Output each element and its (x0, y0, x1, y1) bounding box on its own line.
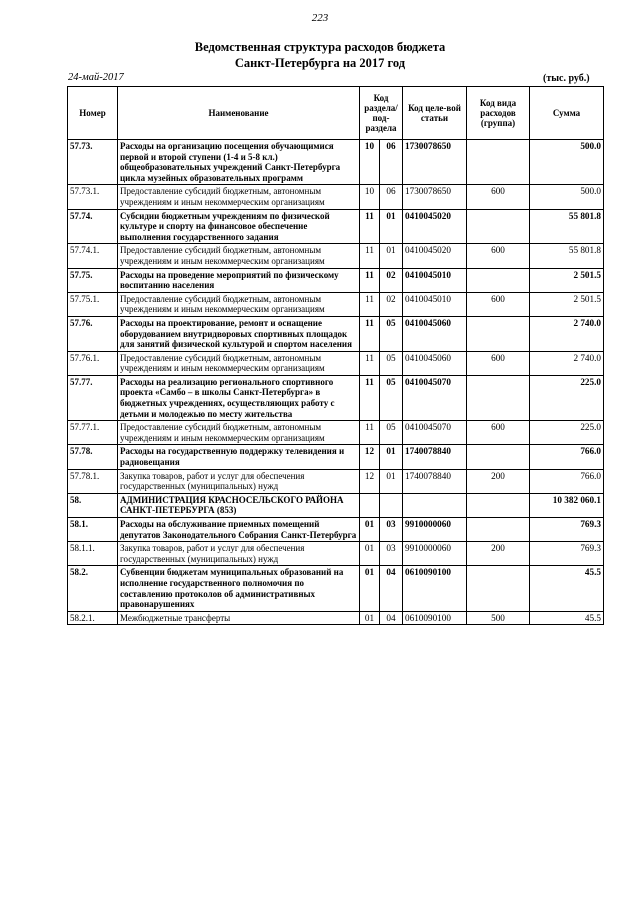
row-subsection: 05 (380, 316, 403, 351)
table-row (68, 493, 604, 517)
row-subsection: 02 (380, 268, 403, 292)
page-number: 223 (311, 12, 329, 24)
row-number: 57.73. (68, 140, 118, 185)
row-name: Расходы на государственную поддержку телевидения и радиовещания (118, 445, 360, 469)
row-subsection: 06 (380, 140, 403, 185)
row-expense-kind (467, 316, 530, 351)
row-sum: 766.0 (530, 445, 604, 469)
row-name: Расходы на реализацию регионального спортивного проекта «Самбо – в школы Санкт-Петербурга» в бюджетных учреждениях, осуществляющих работу с детьми и молодежью по месту жительства (118, 375, 360, 420)
row-number: 57.74.1. (68, 244, 118, 268)
row-target-code: 1730078650 (403, 140, 467, 185)
row-number: 57.76. (68, 316, 118, 351)
row-name: Межбюджетные трансферты (118, 611, 360, 625)
table-row (68, 292, 604, 316)
row-subsection: 03 (380, 542, 403, 566)
row-expense-kind (467, 209, 530, 244)
row-expense-kind (467, 518, 530, 542)
row-name: Расходы на проектирование, ремонт и оснащение оборудованием внутридворовых спортивных площадок для занятий физической культурой и спортом населения (118, 316, 360, 351)
row-expense-kind: 600 (467, 421, 530, 445)
row-section: 11 (360, 209, 380, 244)
header-name: Наименование (118, 87, 360, 140)
row-name: Расходы на проведение мероприятий по физическому воспитанию населения (118, 268, 360, 292)
row-section: 11 (360, 244, 380, 268)
row-number: 57.76.1. (68, 351, 118, 375)
row-section: 11 (360, 421, 380, 445)
row-subsection: 04 (380, 611, 403, 625)
table-row (68, 469, 604, 493)
row-sum: 2 740.0 (530, 351, 604, 375)
row-number: 57.73.1. (68, 185, 118, 209)
row-section: 12 (360, 469, 380, 493)
row-expense-kind (467, 140, 530, 185)
row-sum: 769.3 (530, 542, 604, 566)
table-header-row (68, 87, 604, 140)
row-section: 01 (360, 566, 380, 611)
header-number: Номер (68, 87, 118, 140)
row-expense-kind: 600 (467, 351, 530, 375)
row-sum: 769.3 (530, 518, 604, 542)
row-subsection: 04 (380, 566, 403, 611)
row-sum: 2 740.0 (530, 316, 604, 351)
row-target-code: 0410045010 (403, 292, 467, 316)
row-name: АДМИНИСТРАЦИЯ КРАСНОСЕЛЬСКОГО РАЙОНА САНКТ-ПЕТЕРБУРГА (853) (118, 493, 360, 517)
row-number: 58.2.1. (68, 611, 118, 625)
table-row (68, 244, 604, 268)
header-expense-kind: Код вида расходов (группа) (467, 87, 530, 140)
row-sum: 766.0 (530, 469, 604, 493)
row-target-code: 1730078650 (403, 185, 467, 209)
document-date: 24-май-2017 (68, 72, 124, 83)
row-expense-kind: 200 (467, 469, 530, 493)
row-target-code: 0410045020 (403, 244, 467, 268)
row-name: Расходы на обслуживание приемных помещений депутатов Законодательного Собрания Санкт-Петербурга (118, 518, 360, 542)
row-section: 11 (360, 268, 380, 292)
row-target-code: 0410045060 (403, 351, 467, 375)
row-section: 01 (360, 542, 380, 566)
row-sum: 2 501.5 (530, 268, 604, 292)
row-target-code: 0410045020 (403, 209, 467, 244)
row-target-code: 0610090100 (403, 566, 467, 611)
row-subsection: 06 (380, 185, 403, 209)
table-row (68, 611, 604, 625)
table-row (68, 185, 604, 209)
row-target-code: 0610090100 (403, 611, 467, 625)
row-number: 58.1.1. (68, 542, 118, 566)
table-body (68, 140, 604, 625)
row-section: 11 (360, 375, 380, 420)
row-expense-kind (467, 375, 530, 420)
table-row (68, 268, 604, 292)
row-subsection: 02 (380, 292, 403, 316)
row-target-code: 1740078840 (403, 469, 467, 493)
row-expense-kind: 600 (467, 185, 530, 209)
budget-table (67, 86, 604, 625)
row-name: Предоставление субсидий бюджетным, автономным учреждениям и иным некоммерческим организациям (118, 292, 360, 316)
row-expense-kind (467, 493, 530, 517)
row-target-code (403, 493, 467, 517)
table-row (68, 518, 604, 542)
row-name: Предоставление субсидий бюджетным, автономным учреждениям и иным некоммерческим организациям (118, 185, 360, 209)
row-target-code: 9910000060 (403, 518, 467, 542)
table-row (68, 542, 604, 566)
row-target-code: 0410045070 (403, 375, 467, 420)
row-name: Субвенции бюджетам муниципальных образований на исполнение государственного полномочия по составлению протоколов об административных правонарушениях (118, 566, 360, 611)
table-row (68, 209, 604, 244)
row-expense-kind: 600 (467, 244, 530, 268)
row-sum: 55 801.8 (530, 209, 604, 244)
row-name: Предоставление субсидий бюджетным, автономным учреждениям и иным некоммерческим организациям (118, 421, 360, 445)
row-name: Предоставление субсидий бюджетным, автономным учреждениям и иным некоммерческим организациям (118, 244, 360, 268)
row-section (360, 493, 380, 517)
row-target-code: 0410045010 (403, 268, 467, 292)
row-number: 57.77. (68, 375, 118, 420)
header-sum: Сумма (530, 87, 604, 140)
row-section: 10 (360, 185, 380, 209)
table-row (68, 421, 604, 445)
row-subsection: 03 (380, 518, 403, 542)
row-section: 01 (360, 611, 380, 625)
row-number: 57.75. (68, 268, 118, 292)
row-name: Закупка товаров, работ и услуг для обеспечения государственных (муниципальных) нужд (118, 542, 360, 566)
row-subsection: 05 (380, 351, 403, 375)
table-row (68, 316, 604, 351)
row-sum: 225.0 (530, 375, 604, 420)
row-subsection: 01 (380, 469, 403, 493)
header-target-code: Код целе-вой статьи (403, 87, 467, 140)
row-sum: 500.0 (530, 185, 604, 209)
table-row (68, 375, 604, 420)
row-name: Расходы на организацию посещения обучающимися первой и второй ступени (1-4 и 5-8 кл.) общеобразовательных учреждений Санкт-Петербурга цикла музейных образовательных программ (118, 140, 360, 185)
row-number: 57.75.1. (68, 292, 118, 316)
units-label: (тыс. руб.) (543, 73, 590, 84)
document-title: Ведомственная структура расходов бюджета (194, 40, 446, 54)
row-sum: 500.0 (530, 140, 604, 185)
row-expense-kind (467, 445, 530, 469)
row-sum: 2 501.5 (530, 292, 604, 316)
row-subsection (380, 493, 403, 517)
row-section: 11 (360, 316, 380, 351)
document-subtitle: Санкт-Петербурга на 2017 год (234, 56, 406, 70)
row-section: 11 (360, 292, 380, 316)
row-name: Субсидии бюджетным учреждениям по физической культуре и спорту на финансовое обеспечение выполнения государственного задания (118, 209, 360, 244)
row-expense-kind: 500 (467, 611, 530, 625)
row-number: 58.2. (68, 566, 118, 611)
row-section: 12 (360, 445, 380, 469)
header-section-code: Код раздела/ под-раздела (360, 87, 403, 140)
row-section: 01 (360, 518, 380, 542)
table-row (68, 445, 604, 469)
row-name: Закупка товаров, работ и услуг для обеспечения государственных (муниципальных) нужд (118, 469, 360, 493)
row-target-code: 0410045060 (403, 316, 467, 351)
row-number: 57.78. (68, 445, 118, 469)
row-subsection: 01 (380, 445, 403, 469)
row-expense-kind: 200 (467, 542, 530, 566)
row-subsection: 05 (380, 375, 403, 420)
table-row (68, 351, 604, 375)
row-sum: 225.0 (530, 421, 604, 445)
row-subsection: 01 (380, 244, 403, 268)
row-section: 11 (360, 351, 380, 375)
row-sum: 55 801.8 (530, 244, 604, 268)
row-subsection: 01 (380, 209, 403, 244)
table-row (68, 140, 604, 185)
row-sum: 45.5 (530, 611, 604, 625)
row-section: 10 (360, 140, 380, 185)
row-target-code: 1740078840 (403, 445, 467, 469)
row-target-code: 0410045070 (403, 421, 467, 445)
row-number: 57.77.1. (68, 421, 118, 445)
row-expense-kind: 600 (467, 292, 530, 316)
row-target-code: 9910000060 (403, 542, 467, 566)
row-number: 58.1. (68, 518, 118, 542)
row-expense-kind (467, 268, 530, 292)
row-sum: 10 382 060.1 (530, 493, 604, 517)
row-sum: 45.5 (530, 566, 604, 611)
row-name: Предоставление субсидий бюджетным, автономным учреждениям и иным некоммерческим организациям (118, 351, 360, 375)
row-number: 57.78.1. (68, 469, 118, 493)
row-expense-kind (467, 566, 530, 611)
table-row (68, 566, 604, 611)
row-subsection: 05 (380, 421, 403, 445)
row-number: 58. (68, 493, 118, 517)
row-number: 57.74. (68, 209, 118, 244)
